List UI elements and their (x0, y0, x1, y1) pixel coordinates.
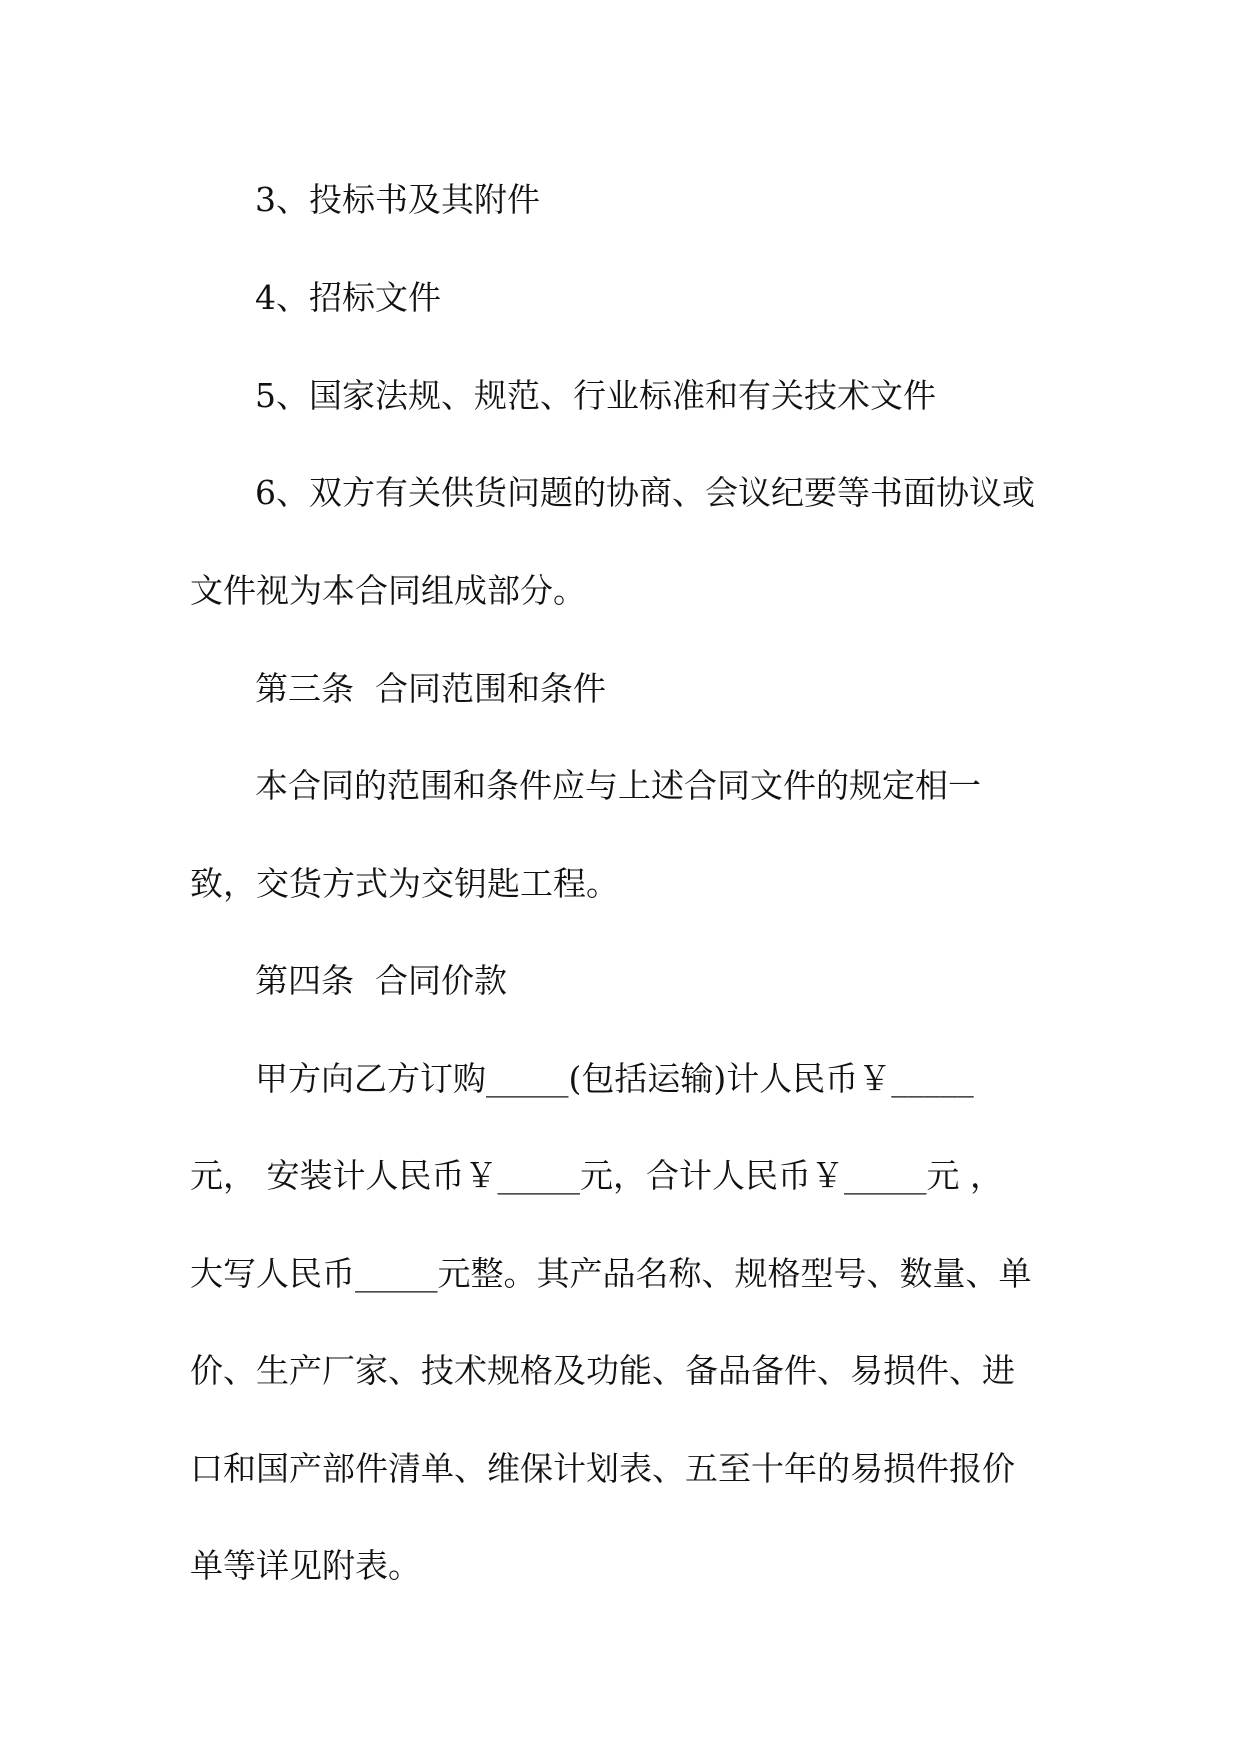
price-paragraph-line-2: 元， 安装计人民币￥_____元，合计人民币￥_____元 ， (190, 1156, 1003, 1195)
section-heading-article-3: 第三条 合同范围和条件 (255, 669, 606, 708)
section-heading-article-4: 第四条 合同价款 (255, 961, 507, 1000)
price-paragraph-line-5: 口和国产部件清单、维保计划表、五至十年的易损件报价 (190, 1449, 1015, 1488)
price-paragraph-line-4: 价、生产厂家、技术规格及功能、备品备件、易损件、进 (190, 1351, 1015, 1390)
list-item-6-line-1: 6、双方有关供货问题的协商、会议纪要等书面协议或 (255, 473, 1035, 512)
price-paragraph-line-3: 大写人民币_____元整。其产品名称、规格型号、数量、单 (190, 1254, 1032, 1293)
price-paragraph-line-6: 单等详见附表。 (190, 1546, 421, 1585)
list-item-4: 4、招标文件 (255, 278, 441, 317)
list-item-5: 5、国家法规、规范、行业标准和有关技术文件 (255, 376, 936, 415)
list-item-3: 3、投标书及其附件 (255, 180, 540, 219)
list-item-6-line-2: 文件视为本合同组成部分。 (190, 571, 586, 610)
price-paragraph-line-1: 甲方向乙方订购_____(包括运输)计人民币￥_____ (255, 1059, 974, 1098)
paragraph-line-1: 本合同的范围和条件应与上述合同文件的规定相一 (255, 766, 981, 805)
paragraph-line-2: 致，交货方式为交钥匙工程。 (190, 864, 619, 903)
